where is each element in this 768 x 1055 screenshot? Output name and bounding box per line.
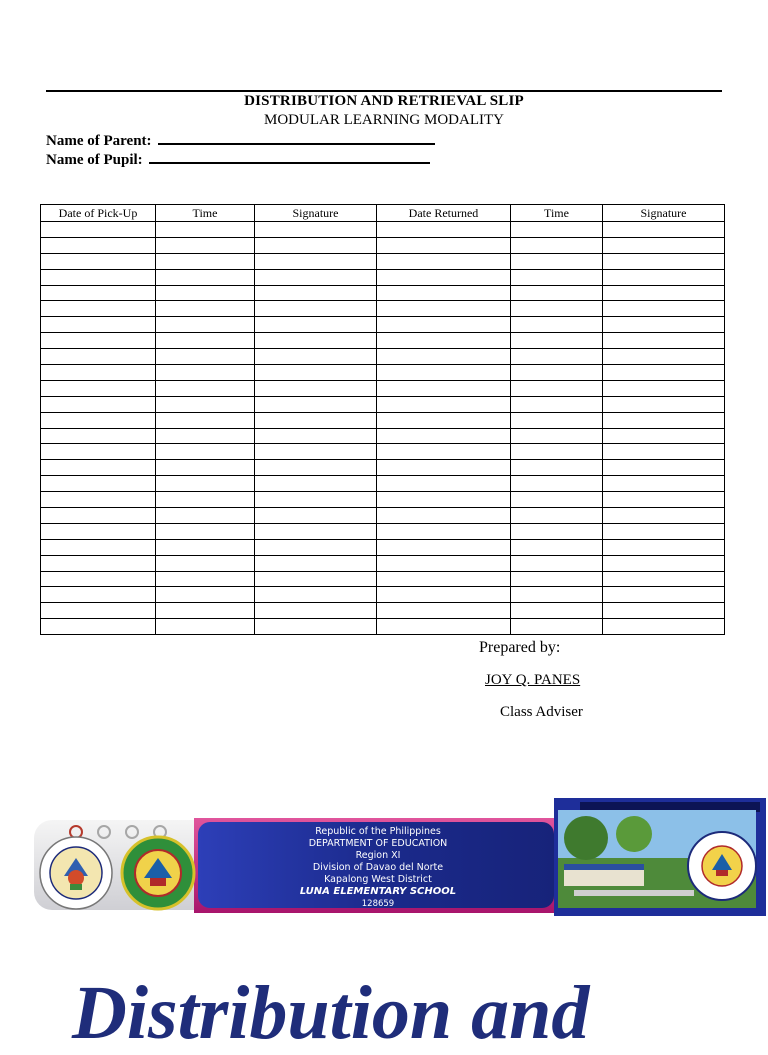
table-cell[interactable] [41,555,156,571]
table-cell[interactable] [41,539,156,555]
table-cell[interactable] [156,269,255,285]
table-cell[interactable] [156,523,255,539]
table-cell[interactable] [603,333,725,349]
table-cell[interactable] [511,365,603,381]
banner-line-district: Kapalong West District [324,874,432,885]
table-cell[interactable] [41,603,156,619]
table-cell[interactable] [377,619,511,635]
table-cell[interactable] [41,253,156,269]
table-cell[interactable] [41,412,156,428]
table-cell[interactable] [603,523,725,539]
table-cell[interactable] [603,603,725,619]
table-cell[interactable] [41,237,156,253]
table-cell[interactable] [603,508,725,524]
table-cell[interactable] [377,476,511,492]
table-row [41,253,725,269]
table-row [41,444,725,460]
col-signature-returned: Signature [603,205,725,222]
table-cell[interactable] [255,444,377,460]
table-cell[interactable] [603,619,725,635]
table-cell[interactable] [511,555,603,571]
table-row [41,301,725,317]
adviser-role: Class Adviser [500,704,583,720]
table-cell[interactable] [377,571,511,587]
table-row [41,571,725,587]
table-cell[interactable] [603,587,725,603]
table-cell[interactable] [41,523,156,539]
table-cell[interactable] [377,380,511,396]
table-cell[interactable] [41,508,156,524]
table-cell[interactable] [377,285,511,301]
table-cell[interactable] [156,603,255,619]
table-cell[interactable] [511,301,603,317]
table-cell[interactable] [603,317,725,333]
prepared-by-label: Prepared by: [479,639,561,656]
footer-big-title: Distribution and [72,971,590,1055]
table-cell[interactable] [511,523,603,539]
table-cell[interactable] [377,539,511,555]
table-cell[interactable] [41,571,156,587]
pupil-name-label: Name of Pupil: [46,152,143,168]
table-cell[interactable] [377,444,511,460]
table-cell[interactable] [603,222,725,238]
school-seal [688,832,756,900]
table-cell[interactable] [377,492,511,508]
table-row [41,492,725,508]
table-cell[interactable] [255,380,377,396]
table-row [41,237,725,253]
table-cell[interactable] [603,285,725,301]
table-cell[interactable] [156,317,255,333]
table-cell[interactable] [156,396,255,412]
table-cell[interactable] [603,428,725,444]
table-cell[interactable] [41,349,156,365]
col-signature-pickup: Signature [255,205,377,222]
table-cell[interactable] [156,412,255,428]
table-cell[interactable] [511,349,603,365]
table-row [41,285,725,301]
table-row [41,365,725,381]
table-cell[interactable] [255,539,377,555]
table-cell[interactable] [41,476,156,492]
table-cell[interactable] [255,317,377,333]
table-cell[interactable] [377,349,511,365]
table-cell[interactable] [511,285,603,301]
table-cell[interactable] [603,571,725,587]
table-cell[interactable] [156,253,255,269]
table-cell[interactable] [156,555,255,571]
table-cell[interactable] [377,365,511,381]
col-time-pickup: Time [156,205,255,222]
table-row [41,555,725,571]
table-row [41,428,725,444]
table-cell[interactable] [603,253,725,269]
banner-line-republic: Republic of the Philippines [315,826,441,837]
table-cell[interactable] [603,539,725,555]
table-cell[interactable] [603,412,725,428]
table-cell[interactable] [41,285,156,301]
table-row [41,412,725,428]
table-cell[interactable] [255,571,377,587]
table-cell[interactable] [156,301,255,317]
table-cell[interactable] [41,460,156,476]
table-row [41,539,725,555]
table-cell[interactable] [255,285,377,301]
table-cell[interactable] [255,508,377,524]
table-cell[interactable] [156,333,255,349]
table-cell[interactable] [511,380,603,396]
table-cell[interactable] [255,301,377,317]
table-cell[interactable] [156,587,255,603]
table-cell[interactable] [255,269,377,285]
table-cell[interactable] [511,412,603,428]
deped-seal [40,837,112,909]
table-cell[interactable] [511,444,603,460]
table-cell[interactable] [511,333,603,349]
table-header-row [41,205,725,222]
table-cell[interactable] [511,428,603,444]
table-cell[interactable] [511,253,603,269]
table-cell[interactable] [377,237,511,253]
table-cell[interactable] [156,476,255,492]
division-seal [122,837,194,909]
table-cell[interactable] [41,301,156,317]
table-cell[interactable] [511,492,603,508]
table-cell[interactable] [156,492,255,508]
col-time-returned: Time [511,205,603,222]
col-date-returned: Date Returned [377,205,511,222]
table-cell[interactable] [511,476,603,492]
table-row [41,460,725,476]
parent-name-field[interactable] [46,132,435,150]
table-cell[interactable] [603,492,725,508]
adviser-name: JOY Q. PANES [485,672,581,688]
table-cell[interactable] [41,333,156,349]
table-cell[interactable] [255,365,377,381]
table-cell[interactable] [603,396,725,412]
table-cell[interactable] [255,412,377,428]
table-row [41,269,725,285]
table-cell[interactable] [377,412,511,428]
table-cell[interactable] [156,460,255,476]
document-title: DISTRIBUTION AND RETRIEVAL SLIP [244,93,524,109]
table-cell[interactable] [255,460,377,476]
table-cell[interactable] [156,444,255,460]
table-cell[interactable] [156,380,255,396]
table-cell[interactable] [156,571,255,587]
table-cell[interactable] [41,444,156,460]
table-cell[interactable] [255,603,377,619]
banner-line-division: Division of Davao del Norte [312,862,444,873]
table-cell[interactable] [377,301,511,317]
table-cell[interactable] [41,396,156,412]
table-cell[interactable] [377,396,511,412]
table-row [41,587,725,603]
table-cell[interactable] [603,555,725,571]
table-cell[interactable] [255,349,377,365]
table-cell[interactable] [41,365,156,381]
table-row [41,349,725,365]
table-cell[interactable] [255,396,377,412]
table-cell[interactable] [255,237,377,253]
table-cell[interactable] [156,539,255,555]
table-cell[interactable] [156,508,255,524]
table-cell[interactable] [255,428,377,444]
table-cell[interactable] [511,222,603,238]
table-cell[interactable] [377,253,511,269]
table-cell[interactable] [41,222,156,238]
table-cell[interactable] [156,619,255,635]
table-cell[interactable] [255,333,377,349]
table-cell[interactable] [511,619,603,635]
table-cell[interactable] [511,460,603,476]
table-cell[interactable] [41,380,156,396]
table-cell[interactable] [377,269,511,285]
table-cell[interactable] [603,269,725,285]
pupil-name-blank[interactable] [149,151,430,164]
table-cell[interactable] [156,428,255,444]
top-rule [46,90,722,92]
table-cell[interactable] [255,619,377,635]
banner-line-deped: DEPARTMENT OF EDUCATION [308,838,448,849]
table-cell[interactable] [377,603,511,619]
table-row [41,603,725,619]
table-row [41,380,725,396]
table-cell[interactable] [511,269,603,285]
table-cell[interactable] [255,222,377,238]
table-cell[interactable] [377,555,511,571]
table-cell[interactable] [41,492,156,508]
table-cell[interactable] [603,301,725,317]
table-row [41,523,725,539]
parent-name-label: Name of Parent: [46,133,152,149]
table-cell[interactable] [377,508,511,524]
table-cell[interactable] [603,237,725,253]
table-cell[interactable] [377,523,511,539]
table-cell[interactable] [511,508,603,524]
table-cell[interactable] [41,269,156,285]
table-cell[interactable] [511,603,603,619]
table-cell[interactable] [603,476,725,492]
table-cell[interactable] [377,428,511,444]
pupil-name-field[interactable] [46,151,430,169]
table-cell[interactable] [41,428,156,444]
table-cell[interactable] [603,365,725,381]
banner-line-school: LUNA ELEMENTARY SCHOOL [299,886,457,897]
table-cell[interactable] [377,460,511,476]
table-cell[interactable] [156,349,255,365]
table-cell[interactable] [603,349,725,365]
parent-name-blank[interactable] [158,132,435,145]
table-cell[interactable] [511,571,603,587]
table-row [41,317,725,333]
table-row [41,222,725,238]
table-cell[interactable] [156,285,255,301]
table-row [41,619,725,635]
table-cell[interactable] [511,317,603,333]
table-cell[interactable] [511,587,603,603]
table-cell[interactable] [41,317,156,333]
table-cell[interactable] [603,444,725,460]
table-cell[interactable] [255,492,377,508]
table-cell[interactable] [511,237,603,253]
table-cell[interactable] [255,253,377,269]
table-cell[interactable] [255,555,377,571]
table-cell[interactable] [377,317,511,333]
col-date-pickup: Date of Pick-Up [41,205,156,222]
table-cell[interactable] [255,523,377,539]
slip-table [40,204,725,635]
table-cell[interactable] [156,222,255,238]
school-banner [34,798,766,916]
document-subtitle: MODULAR LEARNING MODALITY [264,112,504,128]
table-cell[interactable] [603,380,725,396]
banner-line-school-id: 128659 [361,899,395,909]
table-cell[interactable] [255,587,377,603]
table-row [41,508,725,524]
table-cell[interactable] [511,396,603,412]
table-body [41,222,725,635]
banner-line-region: Region XI [355,850,401,861]
table-cell[interactable] [377,222,511,238]
table-cell[interactable] [377,333,511,349]
table-row [41,476,725,492]
table-row [41,396,725,412]
table-cell[interactable] [603,460,725,476]
table-cell[interactable] [511,539,603,555]
table-cell[interactable] [156,365,255,381]
table-cell[interactable] [41,619,156,635]
table-cell[interactable] [41,587,156,603]
table-row [41,333,725,349]
table-cell[interactable] [156,237,255,253]
table-cell[interactable] [255,476,377,492]
table-cell[interactable] [377,587,511,603]
